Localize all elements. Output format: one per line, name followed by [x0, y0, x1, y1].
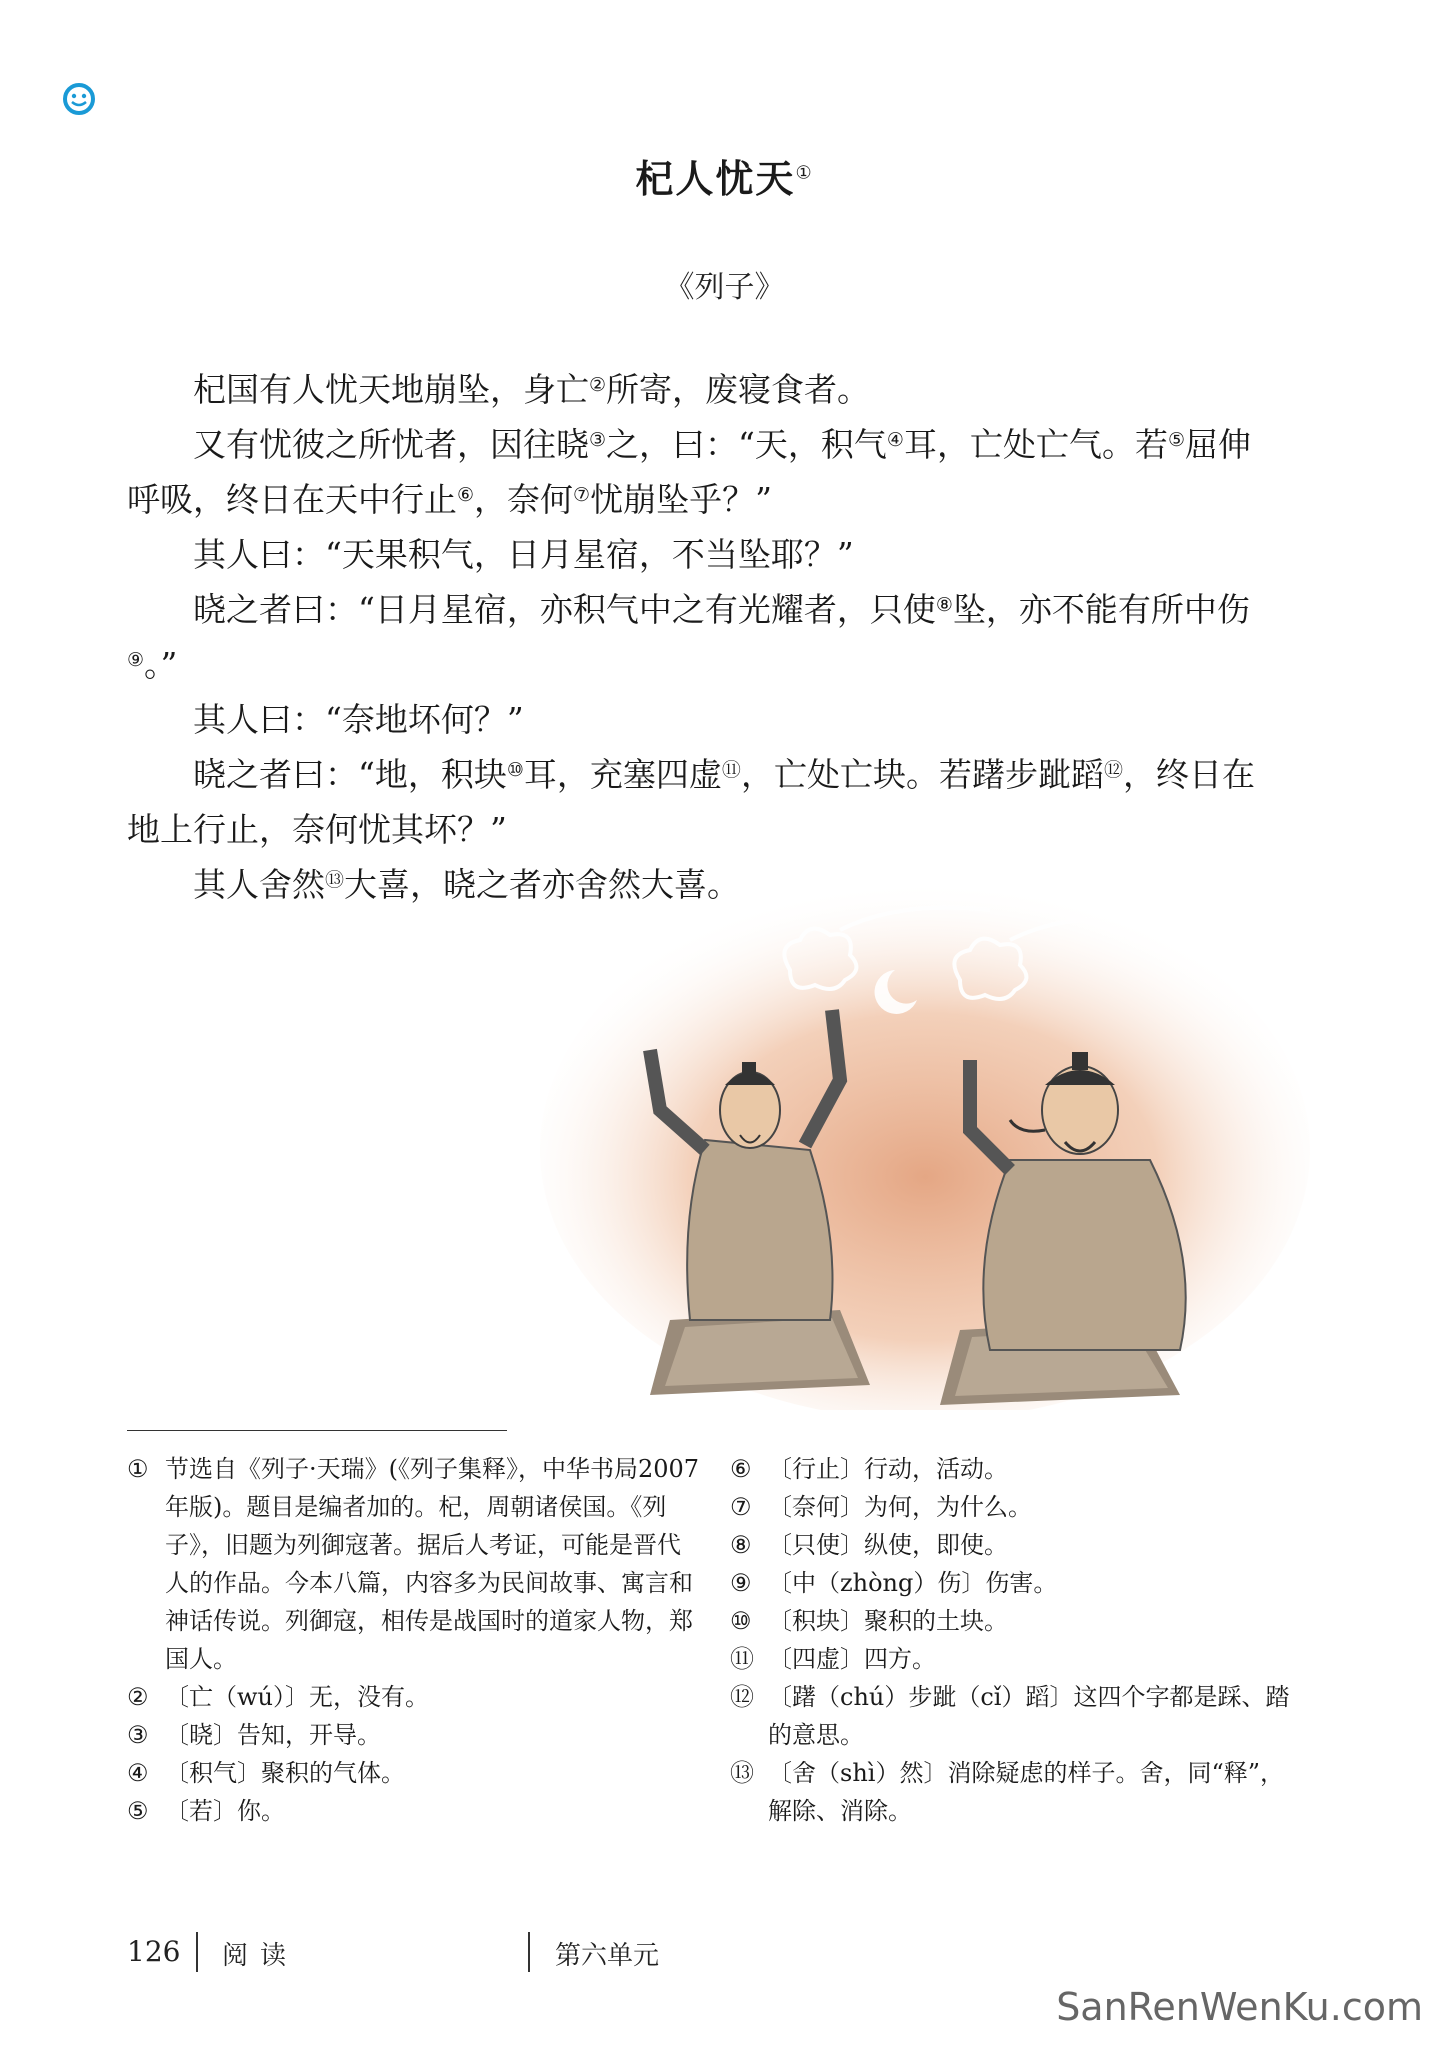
- main-text: [127, 362, 1267, 912]
- footnote-number: ⑥: [730, 1455, 752, 1483]
- footnote-mark: ⑫: [1103, 759, 1123, 781]
- text-run: 。”: [144, 645, 178, 684]
- text-run: 其人曰：“天果积气，日月星宿，不当坠耶？”: [193, 535, 854, 574]
- title-footnote-mark: ①: [795, 162, 814, 184]
- text-run: 耳，充塞四虚: [523, 755, 722, 794]
- section-label: 阅读: [222, 1941, 299, 1971]
- text-run: 屈伸呼吸，终日在天中行止: [127, 425, 1252, 519]
- footnote-number: ①: [127, 1455, 149, 1483]
- text-run: 忧崩坠乎？”: [590, 480, 772, 519]
- footnote-mark: ⑤: [1167, 429, 1186, 451]
- footnote-mark: ⑥: [457, 484, 475, 506]
- footnote-text: 〔奈何〕为何，为什么。: [768, 1493, 1032, 1521]
- text-run: ，奈何: [474, 480, 574, 519]
- footnote-mark: ⑩: [506, 759, 524, 781]
- footnote-divider: [127, 1430, 507, 1431]
- footnote-mark: ③: [589, 429, 607, 451]
- paragraph: [127, 582, 1267, 692]
- footnote-text: 〔躇（chú）步跐（cǐ）蹈〕这四个字都是踩、踏的意思。: [768, 1683, 1290, 1749]
- footnote: [127, 1792, 702, 1830]
- footnote-text: 〔积气〕聚积的气体。: [165, 1759, 405, 1787]
- text-run: 其人舍然: [193, 865, 325, 904]
- footnote-number: ⑤: [127, 1797, 149, 1825]
- footnote: [730, 1526, 1290, 1564]
- footnotes-left: [127, 1450, 702, 1830]
- title-text: 杞人忧天: [635, 156, 796, 201]
- footnote-number: ③: [127, 1721, 149, 1749]
- footnote-mark: ⑧: [935, 594, 953, 616]
- footnote-number: ⑫: [730, 1683, 754, 1711]
- footnote-text: 〔晓〕告知，开导。: [165, 1721, 381, 1749]
- footnote-number: ⑨: [730, 1569, 752, 1597]
- footnote-mark: ⑦: [573, 484, 591, 506]
- paragraph: [127, 692, 1267, 747]
- footnote-text: 〔中（zhòng）伤〕伤害。: [768, 1569, 1058, 1597]
- paragraph: [127, 362, 1267, 417]
- footnote: [730, 1564, 1290, 1602]
- footnote: [730, 1450, 1290, 1488]
- footnote: [127, 1450, 702, 1678]
- footnotes-right: [730, 1450, 1290, 1830]
- watermark: SanRenWenKu.com: [1056, 1985, 1423, 2029]
- text-run: 所寄，废寝食者。: [606, 370, 871, 409]
- text-run: 杞国有人忧天地崩坠，身亡: [193, 370, 589, 409]
- footnote-text: 〔只使〕纵使，即使。: [768, 1531, 1008, 1559]
- footnote: [730, 1640, 1290, 1678]
- text-run: 晓之者曰：“日月星宿，亦积气中之有光耀者，只使: [193, 590, 936, 629]
- footer-separator: [528, 1932, 530, 1972]
- text-run: 耳，亡处亡气。若: [903, 425, 1168, 464]
- text-run: 之，曰：“天，积气: [606, 425, 887, 464]
- footnote: [730, 1602, 1290, 1640]
- text-run: 晓之者曰：“地，积块: [193, 755, 507, 794]
- footnote: [127, 1678, 702, 1716]
- footnote-text: 节选自《列子·天瑞》(《列子集释》，中华书局2007年版)。题目是编者加的。杞，周朝诸侯国。《列子》，旧题为列御寇著。据后人考证，可能是晋代人的作品。今本八篇，内容多为民间故事、寓言和神话传说。列御寇，相传是战国时的道家人物，郑国人。: [165, 1455, 700, 1673]
- footnote-number: ④: [127, 1759, 149, 1787]
- footnote-text: 〔四虚〕四方。: [768, 1645, 936, 1673]
- footnote-number: ⑬: [730, 1759, 754, 1787]
- text-run: 大喜，晓之者亦舍然大喜。: [344, 865, 741, 904]
- footnote-number: ⑩: [730, 1607, 752, 1635]
- footnote-mark: ②: [589, 374, 607, 396]
- footnote-number: ②: [127, 1683, 149, 1711]
- footnote: [127, 1716, 702, 1754]
- footnote: [730, 1754, 1290, 1830]
- text-run: ，亡处亡块。若躇步跐蹈: [740, 755, 1104, 794]
- footnote: [730, 1488, 1290, 1526]
- footer-separator: [196, 1932, 198, 1972]
- text-run: 其人曰：“奈地坏何？”: [193, 700, 524, 739]
- footnote-text: 〔舍（shì）然〕消除疑虑的样子。舍，同“释”，解除、消除。: [768, 1759, 1284, 1825]
- footnote-mark: ⑨: [127, 649, 145, 671]
- footnote-text: 〔若〕你。: [165, 1797, 285, 1825]
- page-number: 126: [127, 1935, 181, 1968]
- footnote-mark: ⑬: [325, 869, 345, 891]
- footnote-text: 〔行止〕行动，活动。: [768, 1455, 1008, 1483]
- footnote-mark: ⑪: [721, 759, 741, 781]
- paragraph: [127, 527, 1267, 582]
- footnote: [127, 1754, 702, 1792]
- text-run: ，终日在地上行止，奈何忧其坏？”: [127, 755, 1255, 849]
- footnote-text: 〔亡（wú）〕无，没有。: [165, 1683, 429, 1711]
- footnote-mark: ④: [886, 429, 904, 451]
- paragraph: [127, 417, 1267, 527]
- illustration-two-scholars: [540, 880, 1310, 1410]
- smiley-icon: [62, 82, 96, 116]
- text-run: 又有忧彼之所忧者，因往晓: [193, 425, 589, 464]
- paragraph: [127, 747, 1267, 857]
- text-run: 坠，亦不能有所中伤: [952, 590, 1250, 629]
- footnote-number: ⑪: [730, 1645, 754, 1673]
- page-title: [0, 148, 1449, 203]
- footnote-number: ⑦: [730, 1493, 752, 1521]
- author-line: 《列子》: [664, 270, 785, 305]
- unit-label: 第六单元: [555, 1941, 660, 1971]
- footnote-text: 〔积块〕聚积的土块。: [768, 1607, 1008, 1635]
- footnote: [730, 1678, 1290, 1754]
- footnote-number: ⑧: [730, 1531, 752, 1559]
